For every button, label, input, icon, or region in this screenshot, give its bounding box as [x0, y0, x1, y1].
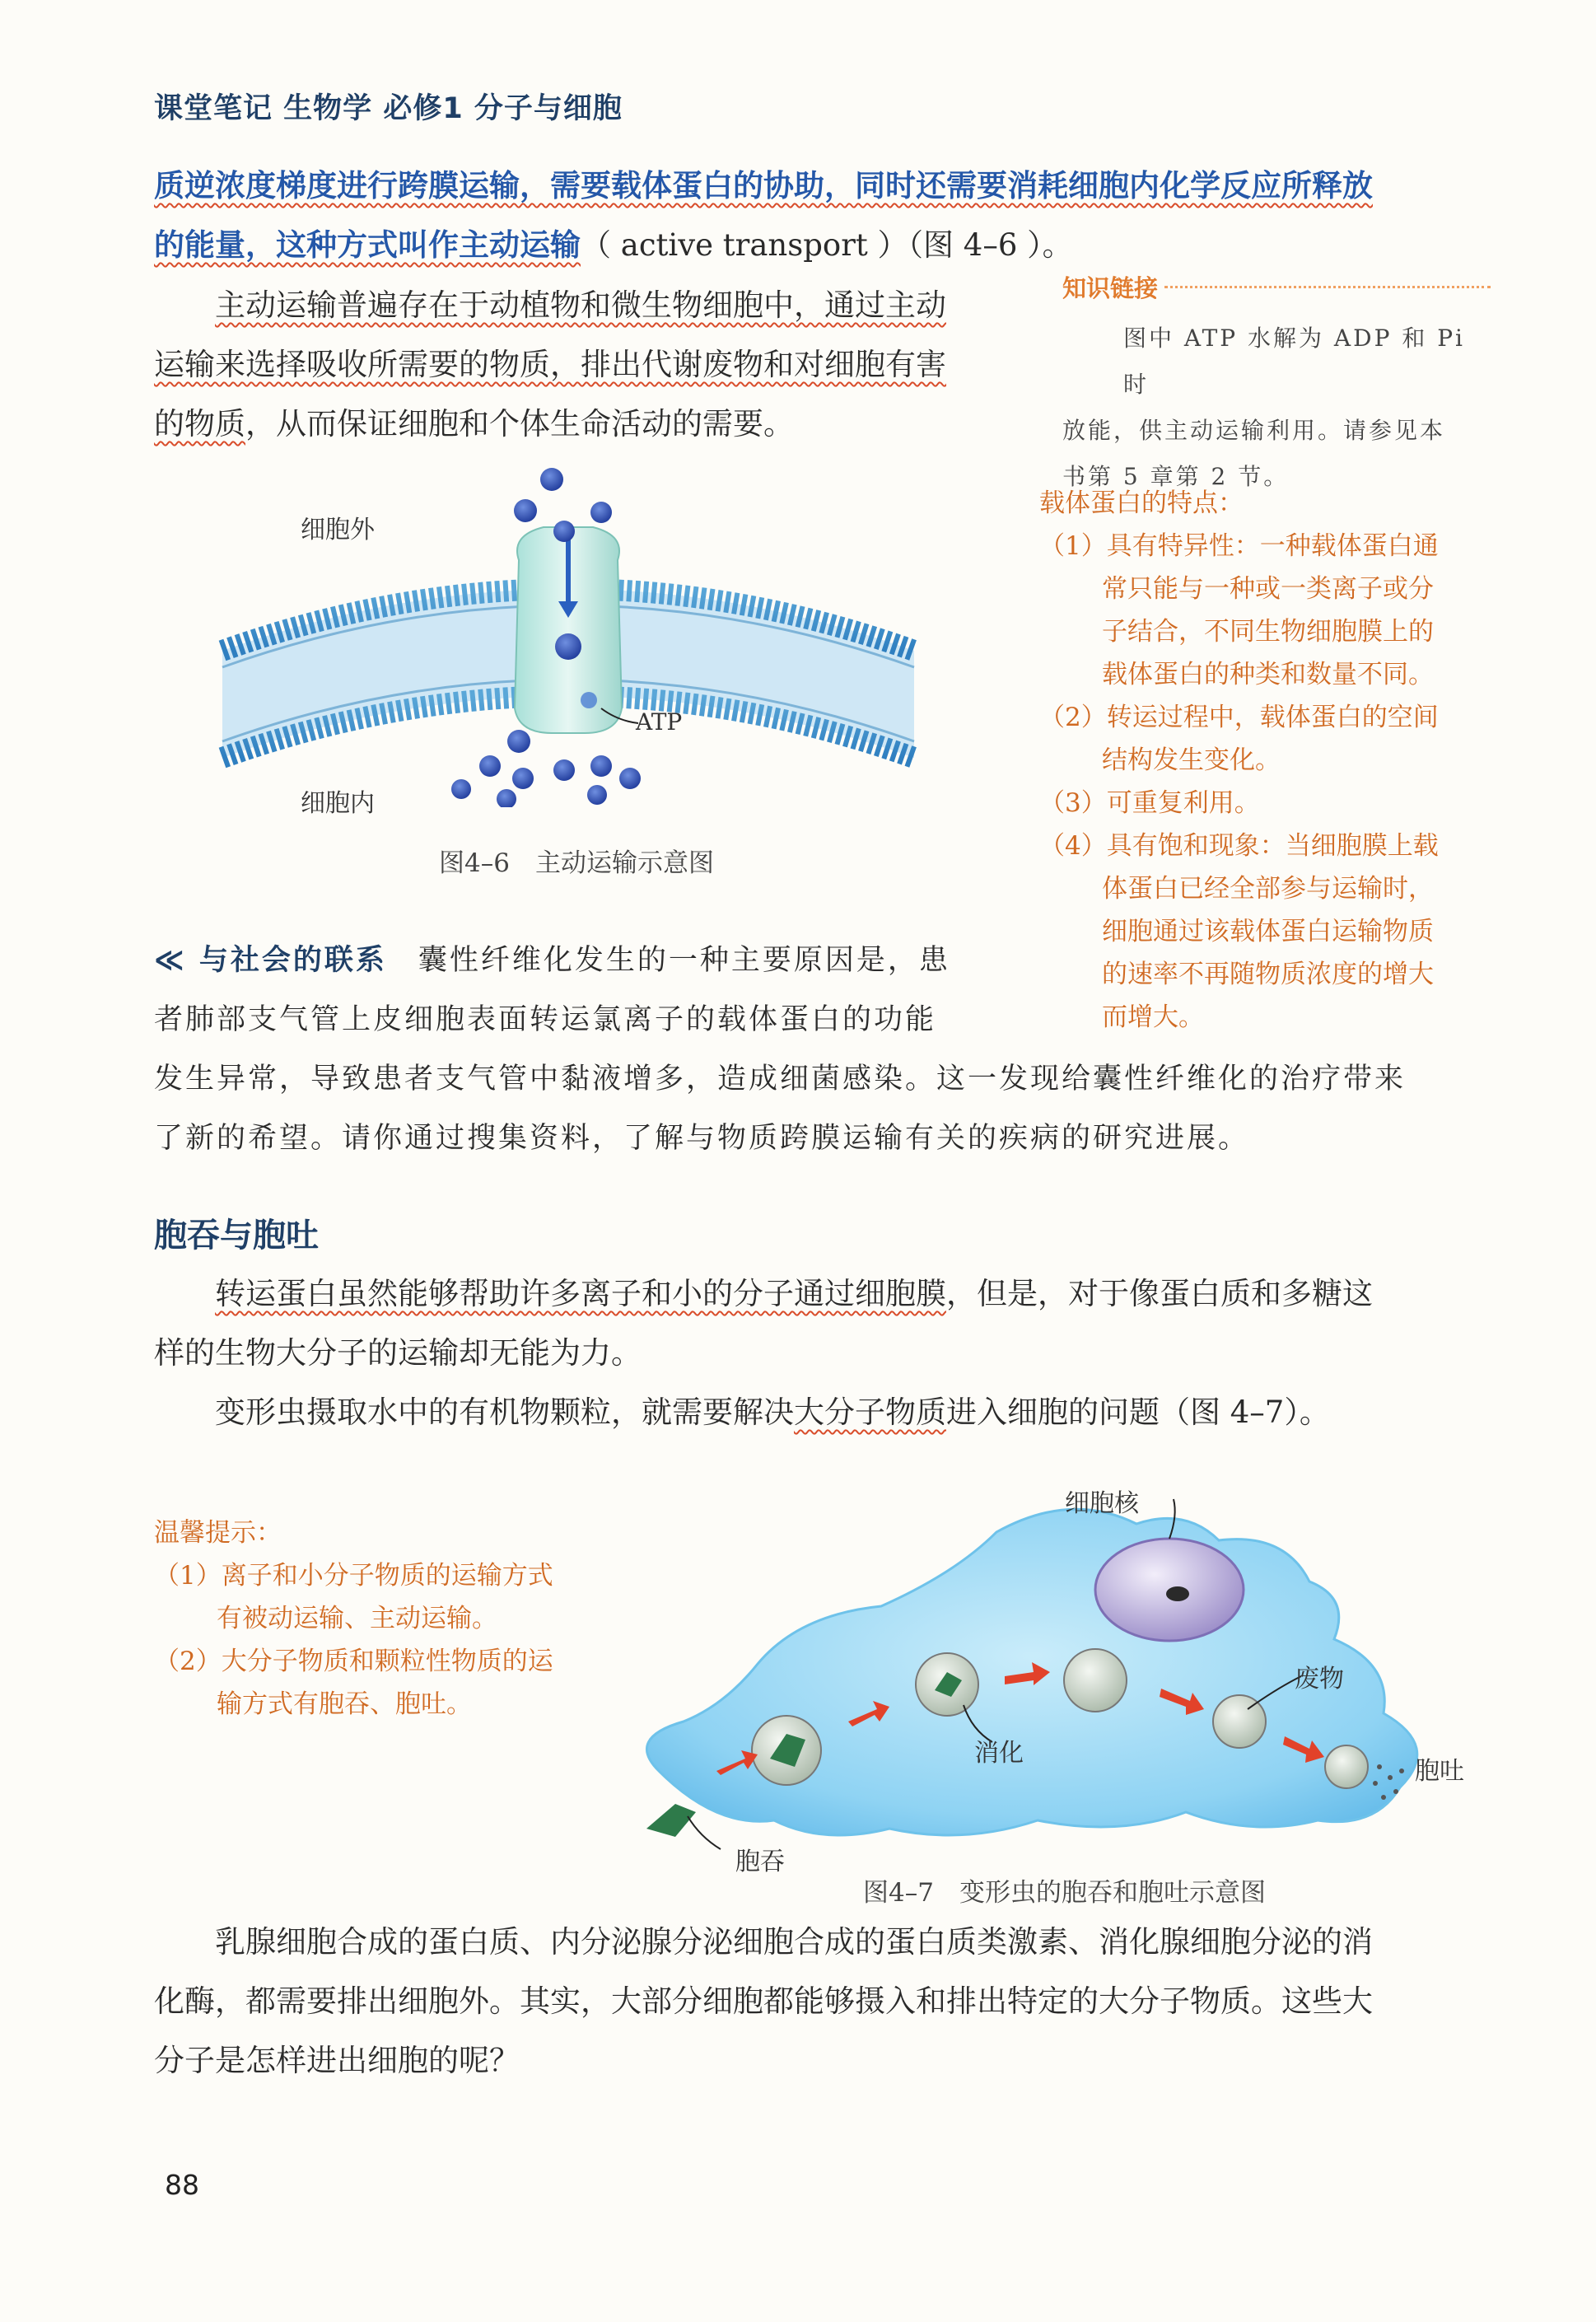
carrier-feature-item-4-line-2: [1039, 867, 1500, 910]
carrier-feature-item-3-text: 可重复利用。: [1106, 788, 1260, 818]
tip-item-2-text: 输方式有胞吞、胞吐。: [217, 1689, 472, 1719]
figure-4-7-caption: 图4–7 变形虫的胞吞和胞吐示意图: [863, 1878, 1266, 1908]
page-number: 88: [165, 2169, 199, 2201]
final-line-3: 分子是怎样进出细胞的呢？: [154, 2043, 520, 2078]
carrier-feature-item-1-line-4: [1039, 653, 1500, 696]
exocytosis-vacuole: [1325, 1745, 1368, 1788]
intro-line-2-tail: （ active transport ）（图 4–6 ）。: [581, 227, 1073, 263]
tips-note: [154, 1511, 615, 1726]
knowledge-link-line-3: 书第 5 章第 2 节。: [1062, 463, 1290, 490]
label-digestion: 消化: [974, 1739, 1024, 1768]
intro-line-2-bold: 的能量，这种方式叫作主动运输: [154, 227, 581, 263]
ions-inside: [451, 730, 641, 807]
food-vacuole-3: [1064, 1649, 1127, 1712]
endo-line-2: 样的生物大分子的运输却无能为力。: [154, 1335, 642, 1371]
label-cell-inside: 细胞内: [301, 789, 375, 818]
label-endocytosis: 胞吞: [735, 1848, 785, 1876]
final-line-2: 化酶，都需要排出细胞外。其实，大部分细胞都能够摄入和排出特定的大分子物质。这些大: [154, 1983, 1373, 2019]
active-line-2: 运输来选择吸收所需要的物质，排出代谢废物和对细胞有害: [154, 347, 946, 382]
endo-line-1-tail: ，但是，对于像蛋白质和多糖这: [946, 1276, 1373, 1311]
carrier-feature-item-4-number: （4）: [1039, 831, 1107, 861]
active-line-3-tail: ，从而保证细胞和个体生命活动的需要。: [245, 406, 794, 442]
figure-4-6-caption: 图4–6 主动运输示意图: [439, 848, 714, 878]
label-cell-outside: 细胞外: [301, 516, 375, 544]
running-header: 课堂笔记 生物学 必修1 分子与细胞: [154, 92, 623, 125]
active-line-3-underlined: 的物质: [154, 406, 245, 442]
carrier-features-title: 载体蛋白的特点：: [1039, 488, 1244, 518]
carrier-feature-item-1-line-3: [1039, 610, 1500, 653]
carrier-feature-item-3-number: （3）: [1039, 788, 1107, 818]
active-line-1: 主动运输普遍存在于动植物和微生物细胞中，通过主动: [215, 287, 946, 323]
tips-title: 温馨提示：: [154, 1518, 282, 1548]
carrier-feature-item-4-text: 的速率不再随物质浓度的增大: [1102, 960, 1434, 989]
carrier-feature-item-1-text: 常只能与一种或一类离子或分: [1102, 574, 1434, 604]
carrier-feature-item-2-line-1: [1039, 696, 1500, 739]
engulfed-particle: [646, 1804, 696, 1837]
carrier-feature-item-1-line-1: [1039, 525, 1500, 568]
carrier-feature-item-4-line-1: [1039, 825, 1500, 867]
society-line-1: 囊性纤维化发生的一种主要原因是，患: [418, 944, 950, 977]
label-atp: ATP: [636, 708, 683, 736]
tips-list: [154, 1554, 615, 1726]
carrier-feature-item-1-text: 具有特异性：一种载体蛋白通: [1106, 531, 1439, 561]
tip-item-1-line-1: [154, 1554, 615, 1597]
carrier-feature-item-2-text: 结构发生变化。: [1102, 745, 1281, 775]
atp-site: [581, 692, 597, 708]
endo-line-3-underlined: 大分子物质: [794, 1395, 946, 1430]
society-connection: [154, 931, 1488, 1168]
tip-item-2-text: 大分子物质和颗粒性物质的运: [221, 1647, 553, 1676]
society-title: ≪ 与社会的联系: [154, 944, 387, 977]
carrier-feature-item-4-text: 而增大。: [1102, 1002, 1204, 1032]
amoeba-diagram: [609, 1474, 1482, 1862]
intro-line-1: 质逆浓度梯度进行跨膜运输，需要载体蛋白的协助，同时还需要消耗细胞内化学反应所释放: [154, 168, 1373, 203]
tip-item-1-number: （1）: [154, 1561, 222, 1591]
society-line-2: 者肺部支气管上皮细胞表面转运氯离子的载体蛋白的功能: [154, 1003, 937, 1036]
ion-in-channel: [555, 633, 581, 660]
knowledge-link-title: 知识链接: [1062, 274, 1159, 302]
active-transport-paragraph: [154, 276, 1027, 454]
tip-item-2-line-1: [154, 1640, 615, 1683]
knowledge-link-line-2: 放能，供主动运输利用。请参见本: [1062, 417, 1446, 444]
nucleolus: [1166, 1586, 1189, 1601]
carrier-feature-item-4-text: 具有饱和现象：当细胞膜上载: [1106, 831, 1439, 861]
society-line-4: 了新的希望。请你通过搜集资料，了解与物质跨膜运输有关的疾病的研究进展。: [154, 1122, 1250, 1155]
endo-pointer: [688, 1816, 721, 1849]
carrier-feature-item-2-number: （2）: [1039, 703, 1107, 732]
carrier-feature-item-1-line-2: [1039, 568, 1500, 610]
carrier-feature-item-1-text: 子结合，不同生物细胞膜上的: [1102, 617, 1434, 647]
carrier-feature-item-4-text: 细胞通过该载体蛋白运输物质: [1102, 917, 1434, 946]
carrier-feature-item-4-text: 体蛋白已经全部参与运输时，: [1102, 874, 1434, 904]
carrier-feature-item-2-line-2: [1039, 739, 1500, 782]
endocytosis-paragraph: [154, 1264, 1505, 1442]
carrier-feature-item-1-text: 载体蛋白的种类和数量不同。: [1102, 660, 1434, 689]
endo-line-3-a: 变形虫摄取水中的有机物颗粒，就需要解决: [215, 1395, 794, 1430]
carrier-feature-item-2-text: 转运过程中，载体蛋白的空间: [1106, 703, 1439, 732]
carrier-feature-item-1-number: （1）: [1039, 531, 1107, 561]
label-exocytosis: 胞吐: [1415, 1757, 1464, 1786]
intro-paragraph: [154, 157, 1488, 275]
carrier-feature-item-3-line-1: [1039, 782, 1500, 825]
tip-item-1-text: 有被动运输、主动运输。: [217, 1604, 497, 1633]
section-title: 胞吞与胞吐: [154, 1217, 319, 1254]
label-waste: 废物: [1295, 1665, 1344, 1694]
knowledge-link-divider: [1164, 286, 1491, 288]
knowledge-link-line-1: 图中 ATP 水解为 ADP 和 Pi 时: [1123, 325, 1466, 398]
society-line-3: 发生异常，导致患者支气管中黏液增多，造成细菌感染。这一发现给囊性纤维化的治疗带来: [154, 1063, 1407, 1096]
endo-line-1-underlined: 转运蛋白虽然能够帮助许多离子和小的分子通过细胞膜: [215, 1276, 946, 1311]
waste-vacuole: [1213, 1695, 1266, 1748]
tip-item-1-line-2: [154, 1597, 615, 1640]
knowledge-link-box: [1062, 270, 1491, 500]
final-paragraph: [154, 1913, 1505, 2091]
tip-item-2-line-2: [154, 1683, 615, 1726]
tip-item-2-number: （2）: [154, 1647, 222, 1676]
final-line-1: 乳腺细胞合成的蛋白质、内分泌腺分泌细胞合成的蛋白质类激素、消化腺细胞分泌的消: [215, 1924, 1373, 1960]
label-nucleus: 细胞核: [1065, 1489, 1139, 1518]
tip-item-1-text: 离子和小分子物质的运输方式: [221, 1561, 553, 1591]
endo-line-3-b: 进入细胞的问题（图 4–7）。: [946, 1395, 1330, 1430]
